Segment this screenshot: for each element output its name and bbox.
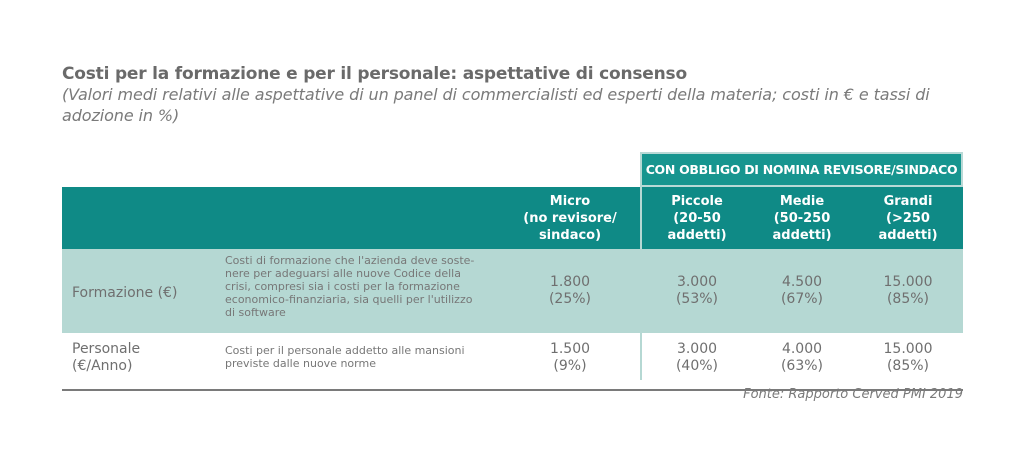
table-row-personale [62, 333, 963, 390]
row-description-personale: Costi per il personale addetto alle mansioni previste dalle nuove norme [225, 344, 465, 370]
table-subtitle: (Valori medi relativi alle aspettative di un panel di commercialisti ed esperti della materia; costi in € e tassi di adozione in %) [62, 85, 930, 125]
source-note: Fonte: Rapporto Cerved PMI 2019 [743, 387, 963, 402]
cell-formazione-medie: 4.500 (67%) [780, 274, 824, 307]
column-header-micro: Micro (no revisore/ sindaco) [523, 193, 617, 243]
cell-formazione-grandi: 15.000 (85%) [883, 274, 933, 307]
group-header-obbligo: CON OBBLIGO DI NOMINA REVISORE/SINDACO [640, 152, 963, 187]
cell-formazione-piccole: 3.000 (53%) [675, 274, 719, 307]
row-label-personale: Personale (€/Anno) [72, 341, 141, 374]
column-header-grandi: Grandi (>250 addetti) [878, 193, 938, 243]
table-row-formazione [62, 249, 963, 333]
table-header-row [62, 187, 963, 249]
cell-personale-micro: 1.500 (9%) [549, 341, 591, 374]
column-header-medie: Medie (50-250 addetti) [772, 193, 832, 243]
cell-personale-medie: 4.000 (63%) [780, 341, 824, 374]
cell-personale-grandi: 15.000 (85%) [883, 341, 933, 374]
cell-formazione-micro: 1.800 (25%) [548, 274, 592, 307]
column-header-piccole: Piccole (20-50 addetti) [667, 193, 727, 243]
column-divider [640, 152, 642, 380]
row-description-formazione: Costi di formazione che l'azienda deve soste- nere per adeguarsi alle nuove Codice della crisi, compresi sia i costi per la formazione economico-finanziaria, sia quelli per l'utilizzo di software [225, 254, 475, 319]
cell-personale-piccole: 3.000 (40%) [675, 341, 719, 374]
table-title: Costi per la formazione e per il personale: aspettative di consenso [62, 64, 687, 84]
row-label-formazione: Formazione (€) [72, 285, 178, 301]
